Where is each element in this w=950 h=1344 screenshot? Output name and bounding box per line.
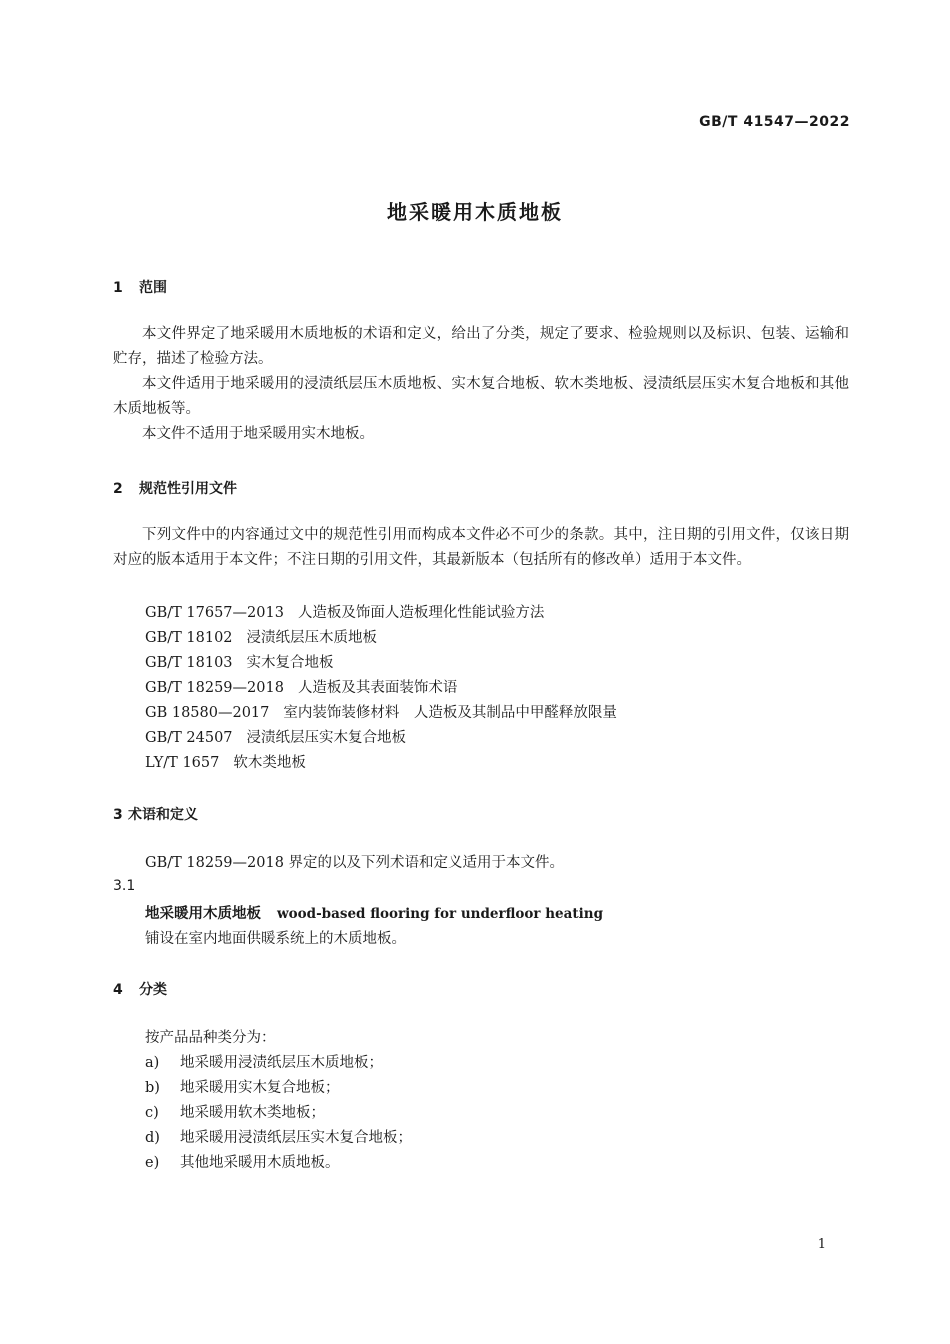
section-1-heading — [113, 277, 167, 297]
reference-code: GB/T 24507 — [145, 730, 233, 746]
term-definition: 铺设在室内地面供暖系统上的木质地板。 — [145, 931, 406, 947]
section-title: 范围 — [139, 280, 167, 296]
list-text: 地采暖用软木类地板； — [180, 1105, 325, 1121]
section-1-paragraph: 本文件界定了地采暖用木质地板的术语和定义，给出了分类，规定了要求、检验规则以及标识、包装、运输和贮存，描述了检验方法。 — [113, 326, 849, 367]
section-2-heading — [113, 478, 237, 498]
list-text: 地采暖用浸渍纸层压实木复合地板； — [180, 1130, 412, 1146]
reference-item — [145, 676, 457, 697]
standard-number: GB/T 41547—2022 — [699, 114, 850, 130]
list-text: 地采暖用浸渍纸层压木质地板； — [180, 1055, 383, 1071]
term-number: 3.1 — [113, 878, 136, 894]
reference-title: 实木复合地板 — [246, 655, 334, 671]
reference-item — [145, 726, 406, 747]
reference-item — [145, 626, 377, 647]
document-title: 地采暖用木质地板 — [387, 200, 563, 224]
section-4-intro: 按产品品种类分为： — [145, 1030, 276, 1046]
page-number: 1 — [817, 1237, 826, 1252]
reference-code: GB/T 18102 — [145, 630, 233, 646]
list-marker: d) — [145, 1130, 160, 1146]
section-1-paragraph: 本文件适用于地采暖用的浸渍纸层压木质地板、实木复合地板、软木类地板、浸渍纸层压实木复合地板和其他木质地板等。 — [113, 376, 849, 417]
list-item — [145, 1051, 383, 1072]
section-2-intro: 下列文件中的内容通过文中的规范性引用而构成本文件必不可少的条款。其中，注日期的引用文件，仅该日期对应的版本适用于本文件；不注日期的引用文件，其最新版本（包括所有的修改单）适用于本文件。 — [113, 527, 849, 568]
reference-item — [145, 601, 544, 622]
reference-code: GB/T 17657—2013 — [145, 605, 284, 621]
list-marker: c) — [145, 1105, 159, 1121]
section-number: 4 — [113, 982, 123, 998]
section-3-heading — [113, 804, 198, 824]
reference-item — [145, 651, 334, 672]
reference-code: GB/T 18259—2018 — [145, 680, 284, 696]
term-chinese: 地采暖用木质地板 — [145, 906, 261, 922]
reference-title: 软木类地板 — [233, 755, 306, 771]
list-text: 地采暖用实木复合地板； — [180, 1080, 340, 1096]
section-number: 3 — [113, 807, 123, 823]
reference-title: 人造板及其表面装饰术语 — [297, 680, 458, 696]
section-1-paragraph: 本文件不适用于地采暖用实木地板。 — [142, 426, 374, 442]
reference-code: LY/T 1657 — [145, 755, 220, 771]
reference-title: 浸渍纸层压实木复合地板 — [246, 730, 407, 746]
list-text: 其他地采暖用木质地板。 — [180, 1155, 340, 1171]
section-title: 规范性引用文件 — [139, 481, 237, 497]
term-entry — [145, 902, 603, 923]
reference-code: GB/T 18103 — [145, 655, 233, 671]
reference-title: 室内装饰装修材料 人造板及其制品中甲醛释放限量 — [283, 705, 617, 721]
section-number: 1 — [113, 280, 123, 296]
reference-item — [145, 701, 617, 722]
reference-title: 浸渍纸层压木质地板 — [246, 630, 378, 646]
list-item — [145, 1126, 412, 1147]
list-marker: e) — [145, 1155, 160, 1171]
section-title: 术语和定义 — [128, 807, 198, 823]
section-4-heading — [113, 979, 167, 999]
section-3-intro: GB/T 18259—2018 界定的以及下列术语和定义适用于本文件。 — [145, 855, 565, 871]
list-marker: b) — [145, 1080, 160, 1096]
section-title: 分类 — [139, 982, 167, 998]
term-english: wood-based flooring for underfloor heating — [277, 906, 604, 922]
list-item — [145, 1076, 340, 1097]
reference-item — [145, 751, 306, 772]
list-marker: a) — [145, 1055, 160, 1071]
section-number: 2 — [113, 481, 123, 497]
list-item — [145, 1151, 340, 1172]
list-item — [145, 1101, 325, 1122]
reference-title: 人造板及饰面人造板理化性能试验方法 — [297, 605, 545, 621]
reference-code: GB 18580—2017 — [145, 705, 270, 721]
